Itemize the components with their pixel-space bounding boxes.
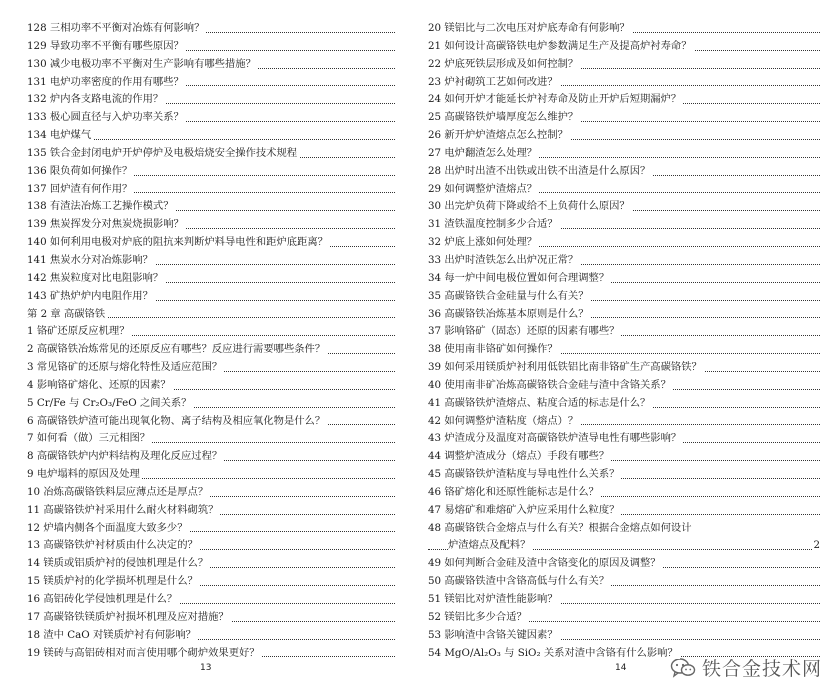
toc-entry-text: 39 如何采用镁质炉衬利用低铁铝比南非铬矿生产高碳铬铁？ <box>428 361 702 374</box>
toc-entry-text: 27 电炉翻渣怎么处理？ <box>428 146 538 159</box>
toc-entry <box>27 216 395 234</box>
toc-entry-text: 17 高碳铬铁镁质炉衬损坏机理及应对措施？ <box>27 610 229 623</box>
toc-entry-text: 24 如何开炉才能延长炉衬寿命及防止开炉后短期漏炉？ <box>428 93 682 106</box>
toc-entry <box>27 591 395 609</box>
toc-entry <box>27 537 395 555</box>
toc-entry-text: 5 Cr/Fe 与 Cr₂O₃/FeO 之间关系？ <box>27 396 192 409</box>
toc-entry-text: 49 如何判断合金硅及渣中含铬变化的原因及调整？ <box>428 557 661 570</box>
toc-entry-text: 137 回炉渣有何作用？ <box>27 182 133 195</box>
toc-entry-text: 52 镁铝比多少合适？ <box>428 610 527 623</box>
toc-entry <box>27 448 395 466</box>
toc-entry <box>27 91 395 109</box>
toc-entry <box>428 430 820 448</box>
toc-entry-text: 2 高碳铬铁冶炼常见的还原反应有哪些？反应进行需要哪些条件？ <box>27 343 326 356</box>
toc-entry <box>27 145 395 163</box>
toc-entry <box>27 109 395 127</box>
right-page <box>414 0 828 697</box>
toc-entry-text: 1 铬矿还原反应机理？ <box>27 325 130 338</box>
toc-entry <box>27 74 395 92</box>
page-number-right: 14 <box>615 663 627 673</box>
toc-entry-text: 16 高铝砖化学侵蚀机理是什么？ <box>27 593 178 605</box>
toc-entry <box>27 127 395 145</box>
toc-entry <box>27 38 395 56</box>
toc-entry-text: 130 减少电极功率不平衡对生产影响有哪些措施？ <box>27 57 256 70</box>
toc-entry-text: 53 影响渣中含铬关键因素？ <box>428 628 558 641</box>
toc-entry-text: 34 每一炉中间电极位置如何合理调整？ <box>428 271 610 284</box>
toc-entry <box>27 163 395 181</box>
toc-entry-text: 37 影响铬矿（固态）还原的因素有哪些？ <box>428 325 620 338</box>
toc-entry-text: 45 高碳铬铁炉渣粘度与导电性什么关系？ <box>428 468 620 481</box>
toc-entry-text: 44 调整炉渣成分（熔点）手段有哪些？ <box>428 450 610 463</box>
toc-entry <box>27 520 395 538</box>
toc-entry <box>27 20 395 38</box>
toc-entry-text: 129 导致功率不平衡有哪些原因？ <box>27 39 184 52</box>
toc-entry <box>428 198 820 216</box>
toc-entry-text: 135 铁合金封闭电炉开炉停炉及电极焙烧安全操作技术规程 <box>27 146 298 159</box>
wechat-icon <box>670 657 696 679</box>
toc-entry-text: 33 出炉时渣铁怎么出炉况正常？ <box>428 253 579 266</box>
toc-entry-text: 23 炉衬砌筑工艺如何改进？ <box>428 75 558 88</box>
toc-entry <box>27 252 395 270</box>
toc-entry-text: 第 2 章 高碳铬铁 <box>27 307 106 320</box>
toc-entry-text: 46 铬矿熔化和还原性能标志是什么？ <box>428 485 599 498</box>
table-of-contents-right <box>428 20 820 662</box>
toc-entry <box>27 306 395 324</box>
toc-entry <box>428 270 820 288</box>
toc-entry-text: 35 高碳铬铁合金硅量与什么有关？ <box>428 289 589 302</box>
toc-entry <box>428 359 820 377</box>
toc-entry-text: 131 电炉功率密度的作用有哪些？ <box>27 75 184 88</box>
toc-entry-text: 138 有渣法冶炼工艺操作模式？ <box>27 200 174 213</box>
toc-entry <box>428 555 820 573</box>
toc-entry <box>27 413 395 431</box>
toc-entry-text: 128 三相功率不平衡对冶炼有何影响？ <box>27 22 205 34</box>
toc-entry-text: 18 渣中 CaO 对镁质炉衬有何影响？ <box>27 628 196 641</box>
toc-entry-text: 25 高碳铬铁炉墙厚度怎么维护？ <box>428 111 579 124</box>
toc-entry-text: 47 易熔矿和难熔矿入炉应采用什么粒度？ <box>428 503 620 516</box>
toc-entry-text: 41 高碳铬铁炉渣熔点、粘度合适的标志是什么？ <box>428 396 651 409</box>
toc-entry-text: 50 高碳铬铁渣中含铬高低与什么有关？ <box>428 575 610 588</box>
toc-entry <box>428 591 820 609</box>
toc-entry <box>428 181 820 199</box>
toc-entry <box>27 234 395 252</box>
toc-entry <box>27 395 395 413</box>
toc-entry-text: 29 如何调整炉渣熔点？ <box>428 182 538 195</box>
toc-entry <box>27 359 395 377</box>
toc-entry-text: 143 矿热炉炉内电阻作用？ <box>27 289 153 302</box>
toc-entry <box>428 234 820 252</box>
toc-entry <box>428 537 820 555</box>
toc-entry-text: 4 影响铬矿熔化、还原的因素？ <box>27 378 171 391</box>
toc-entry <box>27 270 395 288</box>
toc-entry-text: 炉渣熔点及配料？ <box>448 539 531 552</box>
toc-entry <box>428 109 820 127</box>
toc-entry-text: 8 高碳铬铁炉内炉料结构及理化反应过程？ <box>27 450 223 463</box>
toc-entry-text: 11 高碳铬铁炉衬采用什么耐火材料砌筑？ <box>27 503 219 516</box>
toc-entry <box>428 145 820 163</box>
toc-entry <box>27 484 395 502</box>
toc-entry <box>428 466 820 484</box>
toc-entry <box>428 448 820 466</box>
toc-entry <box>428 341 820 359</box>
toc-entry-text: 32 炉底上涨如何处理？ <box>428 236 538 249</box>
toc-entry <box>428 377 820 395</box>
toc-entry <box>428 20 820 38</box>
toc-entry <box>27 466 395 484</box>
toc-entry <box>428 413 820 431</box>
toc-entry-text: 21 如何设计高碳铬铁电炉参数满足生产及提高炉衬寿命？ <box>428 39 692 52</box>
toc-entry <box>428 520 820 538</box>
watermark-text: 铁合金技术网 <box>701 658 822 680</box>
toc-entry <box>428 56 820 74</box>
toc-entry-text: 13 高碳铬铁炉衬材质由什么决定的？ <box>27 539 198 552</box>
toc-entry-text: 38 使用南非铬矿如何操作？ <box>428 343 558 356</box>
toc-entry-text: 10 冶炼高碳铬铁料层应薄点还是厚点？ <box>27 485 209 498</box>
toc-entry-text: 139 焦炭挥发分对焦炭烧损影响？ <box>27 218 184 231</box>
toc-entry <box>428 288 820 306</box>
toc-entry-text: 133 极心圆直径与入炉功率关系？ <box>27 111 184 124</box>
toc-entry-text: 12 炉墙内侧各个面温度大致多少？ <box>27 521 188 534</box>
toc-entry-text: 6 高碳铬铁炉渣可能出现氧化物、离子结构及相应氧化物是什么？ <box>27 414 326 427</box>
toc-entry-text: 42 如何调整炉渣粘度（熔点）？ <box>428 414 579 427</box>
toc-entry <box>428 252 820 270</box>
toc-entry-text: 142 焦炭粒度对比电阻影响？ <box>27 271 164 284</box>
toc-entry-text: 15 镁质炉衬的化学损坏机理是什么？ <box>27 575 198 588</box>
toc-entry <box>428 163 820 181</box>
toc-entry <box>27 645 395 663</box>
toc-entry <box>27 555 395 573</box>
toc-entry <box>27 609 395 627</box>
toc-entry-page: 2 <box>812 537 820 555</box>
toc-entry <box>428 306 820 324</box>
toc-entry <box>27 573 395 591</box>
toc-entry-text: 9 电炉塌料的原因及处理 <box>27 468 140 481</box>
toc-entry-text: 140 如何利用电极对炉底的阻抗来判断炉料导电性和距炉底距离？ <box>27 236 328 249</box>
toc-entry-text: 136 限负荷如何操作？ <box>27 164 133 177</box>
toc-entry-text: 7 如何看（做）三元相图？ <box>27 432 151 445</box>
toc-entry <box>27 377 395 395</box>
toc-entry <box>428 74 820 92</box>
toc-entry-text: 36 高碳铬铁冶炼基本原则是什么？ <box>428 307 589 320</box>
toc-entry-text: 48 高碳铬铁合金熔点与什么有关？根据合金熔点如何设计 <box>428 521 692 534</box>
toc-entry <box>428 502 820 520</box>
page-number-left: 13 <box>200 663 212 673</box>
toc-entry-text: 141 焦炭水分对冶炼影响？ <box>27 253 153 266</box>
toc-entry-text: 19 镁砖与高铝砖相对而言使用哪个砌炉效果更好？ <box>27 646 260 659</box>
toc-entry <box>27 430 395 448</box>
toc-entry <box>27 56 395 74</box>
toc-entry-text: 51 镁铝比对炉渣性能影响？ <box>428 593 558 605</box>
toc-entry <box>27 502 395 520</box>
toc-entry <box>428 627 820 645</box>
watermark <box>670 654 822 681</box>
toc-entry <box>428 395 820 413</box>
toc-entry-text: 28 出炉时出渣不出铁或出铁不出渣是什么原因？ <box>428 164 651 177</box>
toc-entry <box>27 198 395 216</box>
toc-entry <box>428 38 820 56</box>
toc-entry <box>27 627 395 645</box>
toc-entry-text: 20 镁铝比与二次电压对炉底寿命有何影响？ <box>428 22 630 34</box>
toc-entry <box>428 323 820 341</box>
toc-entry <box>27 288 395 306</box>
toc-entry <box>27 323 395 341</box>
toc-entry <box>428 216 820 234</box>
table-of-contents-left <box>27 20 395 662</box>
toc-entry-text: 43 炉渣成分及温度对高碳铬铁炉渣导电性有哪些影响？ <box>428 432 682 445</box>
toc-entry-text: 134 电炉煤气 <box>27 129 92 142</box>
toc-entry <box>428 91 820 109</box>
toc-entry-text: 3 常见铬矿的还原与熔化特性及适应范围？ <box>27 361 223 374</box>
toc-entry-text: 54 MgO/Al₂O₃ 与 SiO₂ 关系对渣中含铬有什么影响？ <box>428 646 678 659</box>
toc-entry <box>428 609 820 627</box>
toc-entry <box>428 127 820 145</box>
toc-entry <box>27 181 395 199</box>
toc-entry-text: 132 炉内各支路电流的作用？ <box>27 93 164 106</box>
toc-entry-text: 14 镁质或铝质炉衬的侵蚀机理是什么？ <box>27 557 209 570</box>
toc-entry-text: 22 炉底死铁层形成及如何控制？ <box>428 57 579 70</box>
toc-entry <box>428 484 820 502</box>
toc-entry <box>27 341 395 359</box>
toc-entry-text: 30 出完炉负荷下降或给不上负荷什么原因？ <box>428 200 630 213</box>
toc-entry-text: 26 新开炉炉渣熔点怎么控制？ <box>428 129 568 142</box>
toc-entry-text: 31 渣铁温度控制多少合适？ <box>428 218 558 231</box>
toc-entry <box>428 573 820 591</box>
toc-entry-text: 40 使用南非矿冶炼高碳铬铁合金硅与渣中含铬关系？ <box>428 378 671 391</box>
